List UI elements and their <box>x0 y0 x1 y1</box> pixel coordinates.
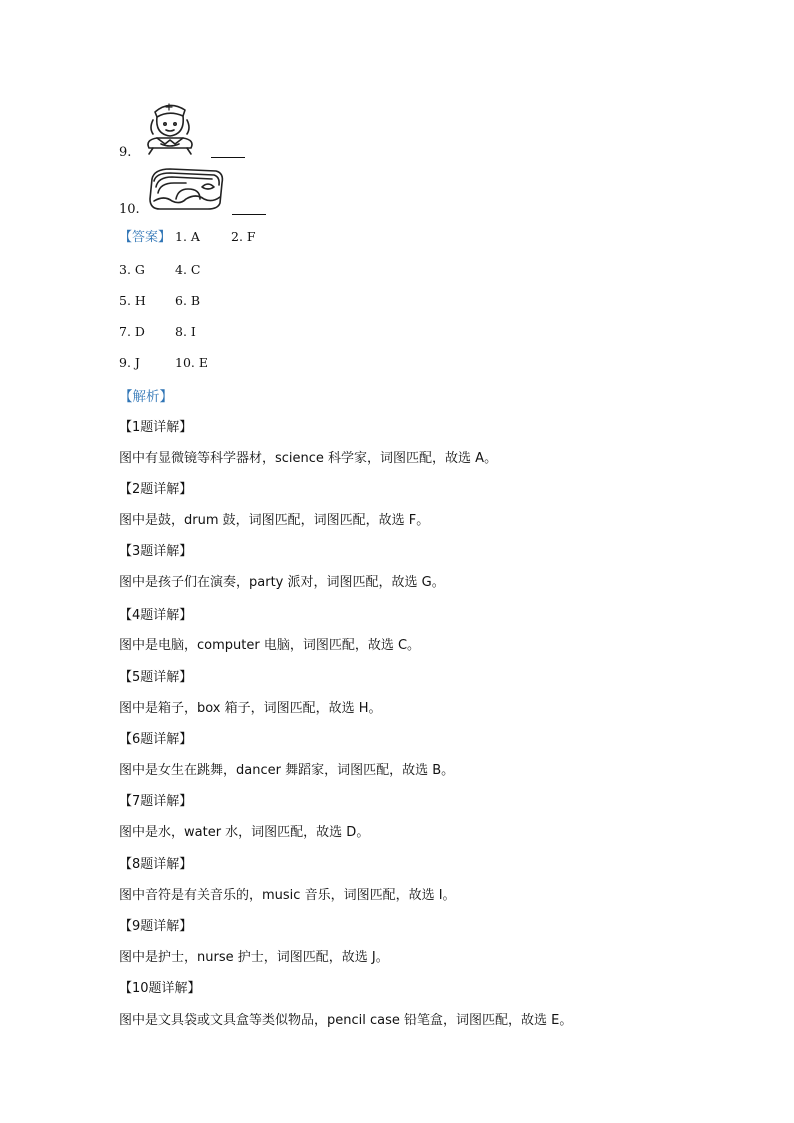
detail-text: 图中是水，water 水，词图匹配，故选 D。 <box>119 825 370 840</box>
detail-text: 图中有显微镜等科学器材，science 科学家，词图匹配，故选 A。 <box>119 451 498 466</box>
answer-number: 2. <box>231 229 243 244</box>
analysis-label: 【解析】 <box>119 389 173 405</box>
detail-heading: 【3题详解】 <box>119 544 193 559</box>
detail-heading: 【10题详解】 <box>119 981 201 996</box>
answer-value: F <box>246 229 256 244</box>
detail-heading: 【7题详解】 <box>119 794 193 809</box>
detail-text: 图中是箱子，box 箱子，词图匹配，故选 H。 <box>119 701 382 716</box>
answer-blank[interactable] <box>211 157 245 158</box>
answer-number: 10. <box>175 355 195 370</box>
answer-number: 6. <box>175 293 187 308</box>
detail-heading: 【2题详解】 <box>119 482 193 497</box>
detail-heading: 【9题详解】 <box>119 919 193 934</box>
detail-text: 图中音符是有关音乐的，music 音乐，词图匹配，故选 I。 <box>119 888 456 903</box>
answer-row <box>119 355 208 371</box>
answer-row <box>119 324 196 340</box>
detail-text: 图中是女生在跳舞，dancer 舞蹈家，词图匹配，故选 B。 <box>119 763 455 778</box>
answer-value: H <box>134 293 146 308</box>
answer-number: 9. <box>119 355 131 370</box>
answer-value: I <box>190 324 196 339</box>
question-9 <box>119 98 245 160</box>
answer-number: 1. <box>175 229 187 244</box>
answer-value: J <box>134 355 140 370</box>
detail-heading: 【1题详解】 <box>119 420 193 435</box>
nurse-icon <box>135 98 205 160</box>
detail-text: 图中是电脑，computer 电脑，词图匹配，故选 C。 <box>119 638 421 653</box>
detail-text: 图中是孩子们在演奏，party 派对，词图匹配，故选 G。 <box>119 575 445 590</box>
detail-text: 图中是护士，nurse 护士，词图匹配，故选 J。 <box>119 950 389 965</box>
answer-number: 4. <box>175 262 187 277</box>
answer-number: 5. <box>119 293 131 308</box>
answer-blank[interactable] <box>232 214 266 215</box>
answer-value: G <box>134 262 145 277</box>
answer-number: 8. <box>175 324 187 339</box>
answer-value: E <box>198 355 208 370</box>
detail-heading: 【4题详解】 <box>119 608 193 623</box>
question-number: 9. <box>119 145 132 160</box>
answer-row <box>119 229 256 246</box>
detail-heading: 【6题详解】 <box>119 732 193 747</box>
pencil-case-icon <box>146 165 226 217</box>
answer-row <box>119 293 201 309</box>
answer-number: 7. <box>119 324 131 339</box>
answer-value: B <box>190 293 201 308</box>
answer-value: C <box>190 262 201 277</box>
answer-number: 3. <box>119 262 131 277</box>
question-10 <box>119 165 266 217</box>
answer-value: D <box>134 324 145 339</box>
answer-value: A <box>190 229 200 244</box>
detail-heading: 【8题详解】 <box>119 857 193 872</box>
answer-row <box>119 262 201 278</box>
detail-text: 图中是文具袋或文具盒等类似物品，pencil case 铅笔盒，词图匹配，故选 E。 <box>119 1013 573 1028</box>
question-number: 10. <box>119 202 140 217</box>
detail-heading: 【5题详解】 <box>119 670 193 685</box>
detail-text: 图中是鼓，drum 鼓，词图匹配，词图匹配，故选 F。 <box>119 513 430 528</box>
answer-label: 【答案】 <box>119 230 172 245</box>
